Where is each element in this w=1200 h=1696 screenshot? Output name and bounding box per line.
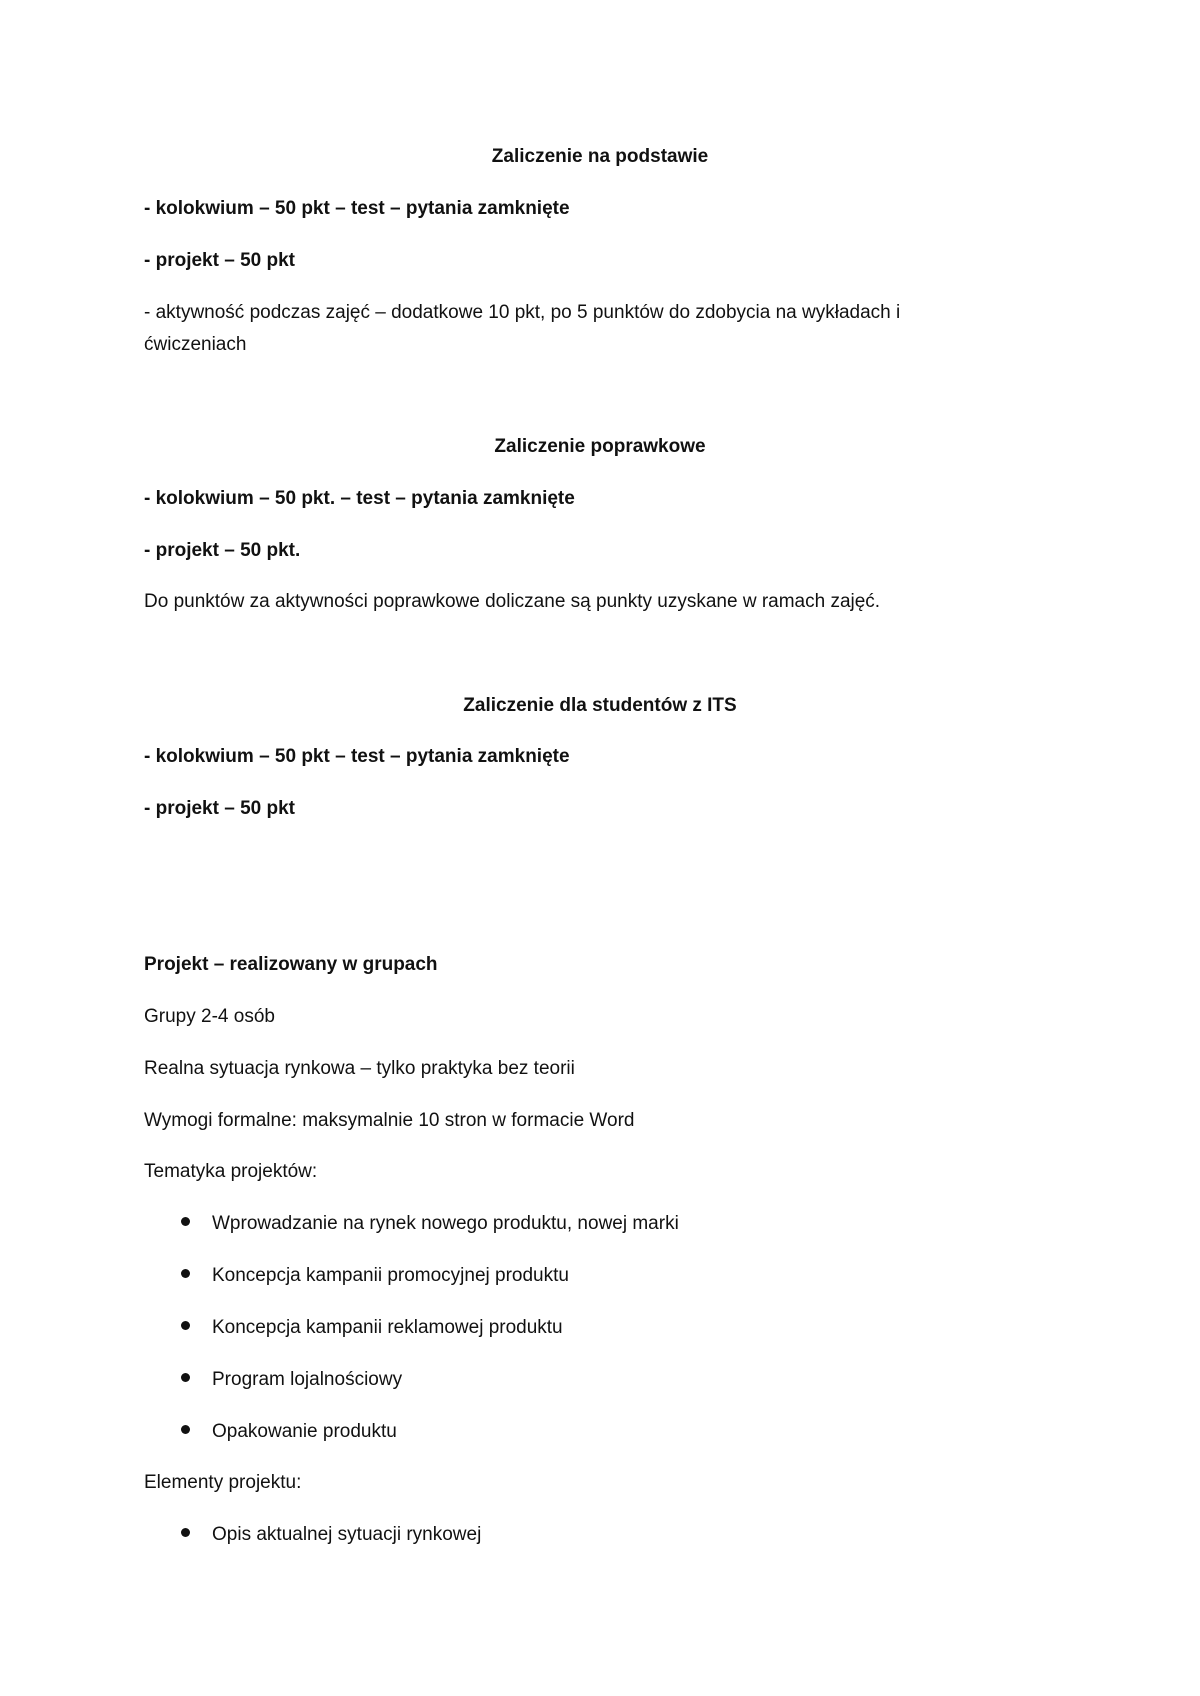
project-elements-label: Elementy projektu: <box>144 1472 302 1493</box>
list-item-project-its: - projekt – 50 pkt <box>144 798 295 819</box>
project-line-market: Realna sytuacja rynkowa – tylko praktyka bez teorii <box>144 1058 575 1079</box>
list-item-project: - projekt – 50 pkt <box>144 250 295 271</box>
topic-list-item <box>181 1316 563 1340</box>
bullet-icon <box>181 1321 190 1330</box>
list-item-colloquium: - kolokwium – 50 pkt – test – pytania zamknięte <box>144 198 570 219</box>
project-line-requirements: Wymogi formalne: maksymalnie 10 stron w formacie Word <box>144 1110 635 1131</box>
activity-note-line-1: - aktywność podczas zajęć – dodatkowe 10 pkt, po 5 punktów do zdobycia na wykładach i <box>144 302 901 323</box>
bullet-icon <box>181 1373 190 1382</box>
topic-list-item <box>181 1368 402 1392</box>
project-line-topics-label: Tematyka projektów: <box>144 1161 318 1182</box>
topic-text: Opakowanie produktu <box>212 1421 397 1442</box>
bullet-icon <box>181 1217 190 1226</box>
section-heading-basic: Zaliczenie na podstawie <box>491 146 709 167</box>
topic-text: Wprowadzanie na rynek nowego produktu, nowej marki <box>212 1213 679 1234</box>
topic-list-item <box>181 1212 679 1236</box>
list-item-project-retake: - projekt – 50 pkt. <box>144 540 301 561</box>
retake-note: Do punktów za aktywności poprawkowe doliczane są punkty uzyskane w ramach zajęć. <box>144 591 881 612</box>
section-heading-its: Zaliczenie dla studentów z ITS <box>463 695 737 716</box>
activity-note-line-2: ćwiczeniach <box>144 334 247 355</box>
bullet-icon <box>181 1425 190 1434</box>
bullet-icon <box>181 1269 190 1278</box>
bullet-icon <box>181 1528 190 1537</box>
topic-text: Koncepcja kampanii promocyjnej produktu <box>212 1265 569 1286</box>
topic-text: Koncepcja kampanii reklamowej produktu <box>212 1317 563 1338</box>
list-item-colloquium-its: - kolokwium – 50 pkt – test – pytania zamknięte <box>144 746 570 767</box>
project-heading: Projekt – realizowany w grupach <box>144 954 438 975</box>
topic-text: Program lojalnościowy <box>212 1369 403 1390</box>
project-line-groups: Grupy 2-4 osób <box>144 1006 275 1027</box>
element-list-item <box>181 1523 481 1547</box>
list-item-colloquium-retake: - kolokwium – 50 pkt. – test – pytania zamknięte <box>144 488 575 509</box>
topic-list-item <box>181 1264 569 1288</box>
topic-list-item <box>181 1420 397 1444</box>
element-text: Opis aktualnej sytuacji rynkowej <box>212 1524 482 1545</box>
section-heading-retake: Zaliczenie poprawkowe <box>494 436 706 457</box>
